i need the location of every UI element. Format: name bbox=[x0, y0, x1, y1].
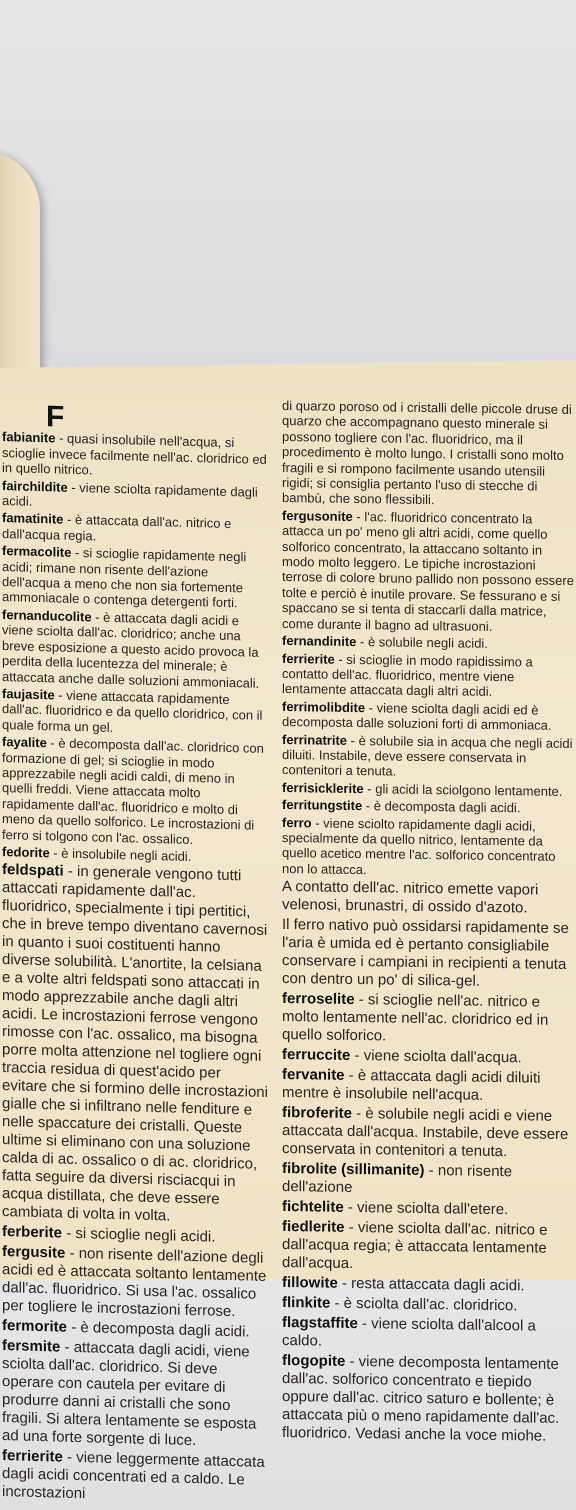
entry-definition: - viene attaccata rapidamente dall'ac. fluoridrico e da quello cloridrico, con il quale forma un gel. bbox=[2, 687, 263, 735]
entry-term: ferrinatrite bbox=[282, 731, 348, 748]
dictionary-entry bbox=[0, 429, 268, 482]
dictionary-entry bbox=[282, 780, 576, 800]
entry-definition: - viene sciolta dagli acidi ed è decomposta dalle soluzioni forti di ammoniaca. bbox=[282, 699, 552, 733]
entry-definition: - si scioglie in modo rapidissimo a contatto dell'ac. fluoridrico, mentre viene lentamente attaccata dagli altri acidi. bbox=[282, 651, 533, 700]
entry-definition: - si scioglie rapidamente negli acidi; rimane non risente dell'azione dell'acqua a meno che non sia fortemente ammoniacale o contenga detergenti forti. bbox=[2, 545, 247, 611]
dictionary-entry bbox=[282, 732, 576, 782]
dictionary-entry bbox=[282, 1046, 576, 1068]
entry-definition: - viene sciolta dall'alcool a caldo. bbox=[282, 1315, 536, 1350]
entry-definition: Il ferro nativo può ossidarsi rapidamente se l'aria è umida ed è pertanto consigliabile conservare i campiani in recipienti a tenuta con dentro un po' di silica-gel. bbox=[282, 916, 569, 990]
entry-term: fiedlerite bbox=[282, 1218, 345, 1237]
dictionary-entry bbox=[0, 543, 268, 612]
entry-definition: - l'ac. fluoridrico concentrato la attacca un po' meno gli altri acidi, come quello solforico concentrato, la attaccano soltanto in modo molto leggero. Le tipiche incrostazioni terrose di colore bruno pallido non possono essere tolte e perciò è inutile provare. Se fessurano e si spaccano se si tenta di staccarli dalla matrice, come durante il bagno ad ultrasuoni. bbox=[282, 508, 574, 634]
section-letter: F bbox=[46, 400, 65, 434]
entry-term: fermacolite bbox=[2, 543, 72, 561]
entry-term: feldspati bbox=[2, 861, 64, 881]
entry-term: fergusite bbox=[2, 1243, 66, 1263]
entry-definition: - viene sciolta rapidamente dagli acidi. bbox=[2, 479, 258, 509]
dictionary-entry bbox=[282, 916, 576, 992]
entry-term: fairchildite bbox=[2, 477, 68, 495]
dictionary-entry bbox=[0, 607, 268, 691]
entry-definition: - si scioglie nell'ac. nitrico e molto lentamente nell'ac. cloridrico ed in quello solforico. bbox=[282, 991, 549, 1045]
dictionary-entry bbox=[282, 651, 576, 701]
dictionary-entry bbox=[282, 1294, 576, 1316]
entry-term: ferro bbox=[282, 814, 312, 830]
entry-definition: - viene sciolto rapidamente dagli acidi, specialmente da quello nitrico, lentamente da quello acetico mentre l'ac. solforico concentrato non lo attacca. bbox=[282, 814, 556, 877]
entry-definition: - si scioglie negli acidi. bbox=[62, 1224, 216, 1247]
entry-term: faujasite bbox=[2, 685, 55, 703]
dictionary-entry bbox=[0, 1337, 268, 1452]
entry-term: ferberite bbox=[2, 1223, 63, 1242]
dictionary-entry bbox=[0, 478, 268, 516]
entry-definition: - è attaccata dagli acidi diluiti mentre è insolubile nell'acqua. bbox=[282, 1067, 541, 1104]
entry-definition: - è sciolta dall'ac. cloridrico. bbox=[330, 1294, 518, 1315]
dictionary-entry bbox=[282, 1104, 576, 1162]
entry-term: ferritungstite bbox=[282, 797, 363, 814]
entry-term: fervanite bbox=[282, 1066, 345, 1085]
entry-definition: - è decomposta dagli acidi. bbox=[362, 798, 521, 816]
dictionary-entry bbox=[0, 861, 268, 1228]
entry-term: fibrolite (sillimanite) bbox=[282, 1160, 425, 1180]
entry-definition: - è decomposta dall'ac. cloridrico con formazione di gel; si scioglie in modo apprezzabile negli acidi caldi, di meno in quelli freddi. Viene attaccata molto rapidamente dall'ac. fluoridrico e molto di meno da quello solforico. Le incrostazioni di ferro si tolgono con l'ac. ossalico. bbox=[2, 735, 264, 847]
entry-definition: - è insolubile negli acidi. bbox=[49, 845, 192, 864]
entry-term: fermorite bbox=[2, 1317, 68, 1337]
entry-term: fabianite bbox=[2, 429, 56, 446]
entry-definition: - gli acidi la sciolgono lentamente. bbox=[363, 780, 563, 799]
entry-definition: - quasi insolubile nell'acqua, si scioglie invece facilmente nell'ac. cloridrico ed in quello nitrico. bbox=[2, 430, 267, 478]
entry-definition: - non risente dell'azione degli acidi ed è attaccata soltanto lentamente dall'ac. fluoridrico. Si usa l'ac. ossalico per togliere le incrostazioni ferrose. bbox=[2, 1245, 267, 1321]
entry-term: ferrimolibdite bbox=[282, 698, 366, 715]
entry-term: fernandinite bbox=[282, 633, 357, 650]
dictionary-entry bbox=[282, 1218, 576, 1276]
entry-definition: - è attaccata dagli acidi e viene sciolta dall'ac. cloridrico; anche una breve esposizione a questo acido provoca la perdita della lucentezza del minerale; è attaccata anche dalle soluzioni ammoniacali. bbox=[2, 609, 260, 691]
entry-term: ferruccite bbox=[282, 1046, 351, 1065]
left-column bbox=[0, 400, 268, 1510]
dictionary-entry bbox=[282, 1160, 576, 1200]
entry-term: fillowite bbox=[282, 1274, 338, 1292]
dictionary-entry bbox=[282, 990, 576, 1048]
entry-definition: - viene decomposta lentamente dall'ac. solforico concentrato e tiepido oppure dall'ac. citrico saturo e bollente; è attaccata più o meno rapidamente dall'ac. fluoridrico. Vedasi anche la voce miohe. bbox=[282, 1353, 560, 1445]
dictionary-entry bbox=[0, 734, 268, 849]
dictionary-entry bbox=[282, 633, 576, 653]
entry-term: fichtelite bbox=[282, 1198, 344, 1217]
dictionary-entry bbox=[282, 1352, 576, 1446]
entry-definition: - è attaccata dall'ac. nitrico e dall'acqua regia. bbox=[2, 512, 232, 544]
entry-definition: - viene sciolta dall'etere. bbox=[343, 1199, 509, 1219]
entry-definition: di quarzo poroso od i cristalli delle piccole druse di quarzo che accompagnano questo minerale si possono togliere con l'ac. fluoridrico, ma il procedimento è molto lungo. I cristalli sono molto fragili e si rompono facilmente usando utensili rigidi; si consiglia pertanto l'uso di stecche di bambù, che sono flessibili. bbox=[282, 398, 572, 508]
entry-term: fersmite bbox=[2, 1337, 61, 1356]
entry-term: fernanducolite bbox=[2, 606, 92, 625]
dictionary-entry bbox=[282, 398, 576, 510]
dictionary-entry bbox=[282, 1314, 576, 1354]
dictionary-entry bbox=[282, 797, 576, 817]
entry-term: fergusonite bbox=[282, 507, 353, 524]
dictionary-entry bbox=[0, 1447, 268, 1508]
dictionary-entry bbox=[282, 508, 576, 635]
entry-term: fayalite bbox=[2, 734, 47, 751]
entry-term: ferrierite bbox=[2, 1447, 63, 1467]
entry-definition: A contatto dell'ac. nitrico emette vapori velenosi, brunastri, di ossido d'azoto. bbox=[282, 878, 539, 917]
entry-definition: - viene sciolta dall'acqua. bbox=[350, 1047, 522, 1067]
entry-term: fedorite bbox=[2, 844, 50, 861]
dictionary-entry bbox=[0, 510, 268, 548]
right-column bbox=[282, 398, 576, 1448]
dictionary-entry bbox=[0, 686, 268, 739]
entry-definition: - è decomposta dagli acidi. bbox=[67, 1319, 250, 1341]
entry-definition: - viene sciolta dall'ac. nitrico e dall'acqua regia; è attaccata lentamente dall'acqua. bbox=[282, 1219, 548, 1273]
entry-definition: - è solubile negli acidi. bbox=[356, 634, 488, 651]
entry-definition: - è solubile negli acidi e viene attaccata dall'acqua. Instabile, deve essere conservata in contenitori a tenuta. bbox=[282, 1105, 569, 1161]
entry-term: ferrierite bbox=[282, 650, 335, 667]
dictionary-entry bbox=[282, 699, 576, 734]
entry-term: ferrisicklerite bbox=[282, 779, 364, 796]
entry-definition: - resta attaccata dagli acidi. bbox=[337, 1274, 525, 1295]
entry-term: flinkite bbox=[282, 1294, 331, 1312]
dictionary-entry bbox=[282, 1198, 576, 1220]
entry-definition: - viene leggermente attaccata dagli acidi concentrati ed a caldo. Le incrostazioni bbox=[2, 1449, 265, 1503]
entry-term: ferroselite bbox=[282, 990, 355, 1009]
entry-term: flagstaffite bbox=[282, 1314, 358, 1333]
entry-definition: - è solubile sia in acqua che negli acidi diluiti. Instabile, deve essere conservata in contenitori a tenuta. bbox=[282, 732, 573, 779]
entry-definition: - non risente dell'azione bbox=[282, 1162, 513, 1197]
entry-term: fibroferite bbox=[282, 1104, 353, 1123]
entry-term: flogopite bbox=[282, 1352, 346, 1371]
entry-definition: - in generale vengono tutti attaccati rapidamente dall'ac. fluoridrico, specialmente i tipi pertitici, che in breve tempo diventano cavernosi in quanto i suoi costituenti hanno diverse solubilità. L'anortite, la celsiana e a volte altri feldspati sono attaccati in modo apprezzabile anche dagli altri acidi. Le incrostazioni ferrose vengono rimosse con l'ac. ossalico, ma bisogna porre molta attenzione nel togliere ogni traccia residua di quest'acido per evitare che si formino delle incrostazioni gialle che si infiltrano nelle fenditure e nelle spaccature dei cristalli. Queste ultime si eliminano con una soluzione calda di ac. ossalico o di ac. cloridrico, fatta seguire da diversi risciacqui in acqua distillata, che deve essere cambiata di volta in volta. bbox=[2, 863, 268, 1225]
dictionary-entry bbox=[0, 1243, 268, 1322]
entry-definition: - attaccata dagli acidi, viene sciolta dall'ac. cloridrico. Si deve operare con cautela per evitare di produrre danni ai cristalli che sono fragili. Si altera lentamente se esposta ad una forte sorgente di luce. bbox=[2, 1338, 257, 1450]
dictionary-entry bbox=[282, 878, 576, 918]
dictionary-entry bbox=[282, 1274, 576, 1296]
dictionary-entry bbox=[282, 815, 576, 881]
dictionary-entry bbox=[282, 1066, 576, 1106]
entry-term: famatinite bbox=[2, 510, 64, 528]
